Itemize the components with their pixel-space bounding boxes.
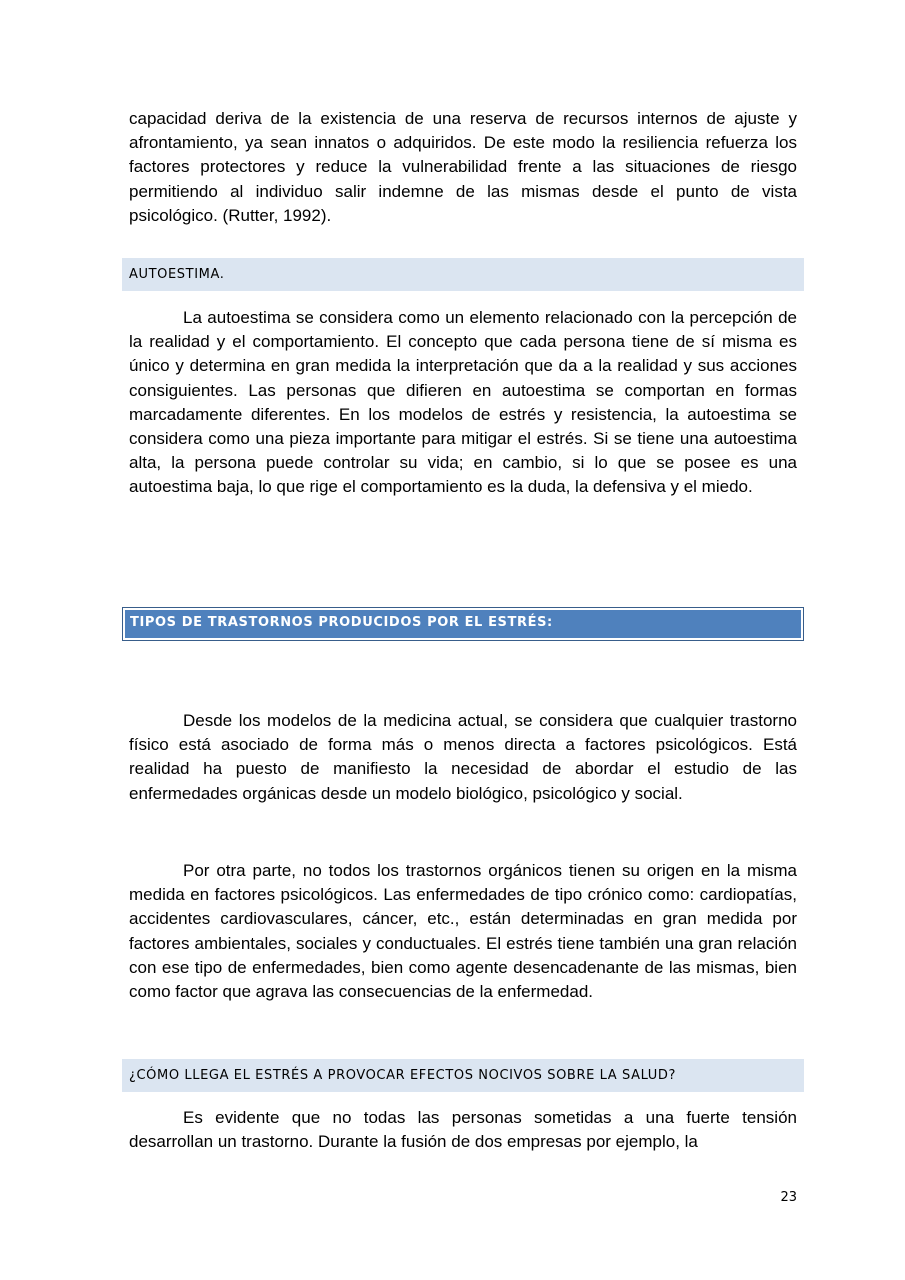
page-number: 23 [780,1190,797,1205]
paragraph-medicina-actual: Desde los modelos de la medicina actual, se considera que cualquier trastorno físico está asociado de forma más o menos directa a factores psicológicos. Está realidad ha puesto de manifiesto la necesidad de abordar el estudio de las enfermedades orgánicas desde un modelo biológico, psicológico y social. [129,711,797,803]
section-heading-tipos-trastornos: TIPOS DE TRASTORNOS PRODUCIDOS POR EL ESTRÉS: [122,607,804,641]
section-heading-efectos-nocivos: ¿CÓMO LLEGA EL ESTRÉS A PROVOCAR EFECTOS NOCIVOS SOBRE LA SALUD? [122,1059,804,1092]
paragraph-resiliencia: capacidad deriva de la existencia de una reserva de recursos internos de ajuste y afrontamiento, ya sean innatos o adquiridos. De este modo la resiliencia refuerza los factores protectores y reduce la vulnerabilidad frente a las situaciones de riesgo permitiendo al individuo salir indemne de las mismas desde el punto de vista psicológico. (Rutter, 1992). [129,109,797,225]
paragraph-autoestima: La autoestima se considera como un elemento relacionado con la percepción de la realidad y el comportamiento. El concepto que cada persona tiene de sí misma es único y determina en gran medida la interpretación que da a la realidad y sus acciones consiguientes. Las personas que difieren en autoestima se comportan en formas marcadamente diferentes. En los modelos de estrés y resistencia, la autoestima se considera como una pieza importante para mitigar el estrés. Si se tiene una autoestima alta, la persona puede controlar su vida; en cambio, si lo que se posee es una autoestima baja, lo que rige el comportamiento es la duda, la defensiva y el miedo. [129,308,797,497]
section-heading-autoestima: AUTOESTIMA. [122,258,804,291]
paragraph-trastornos-organicos: Por otra parte, no todos los trastornos orgánicos tienen su origen en la misma medida en factores psicológicos. Las enfermedades de tipo crónico como: cardiopatías, accidentes cardiovasculares, cáncer, etc., están determinadas en gran medida por factores ambientales, sociales y conductuales. El estrés tiene también una gran relación con ese tipo de enfermedades, bien como agente desencadenante de las mismas, bien como factor que agrava las consecuencias de la enfermedad. [129,861,797,1002]
paragraph-tension: Es evidente que no todas las personas sometidas a una fuerte tensión desarrollan un trastorno. Durante la fusión de dos empresas por ejemplo, la [129,1108,797,1152]
